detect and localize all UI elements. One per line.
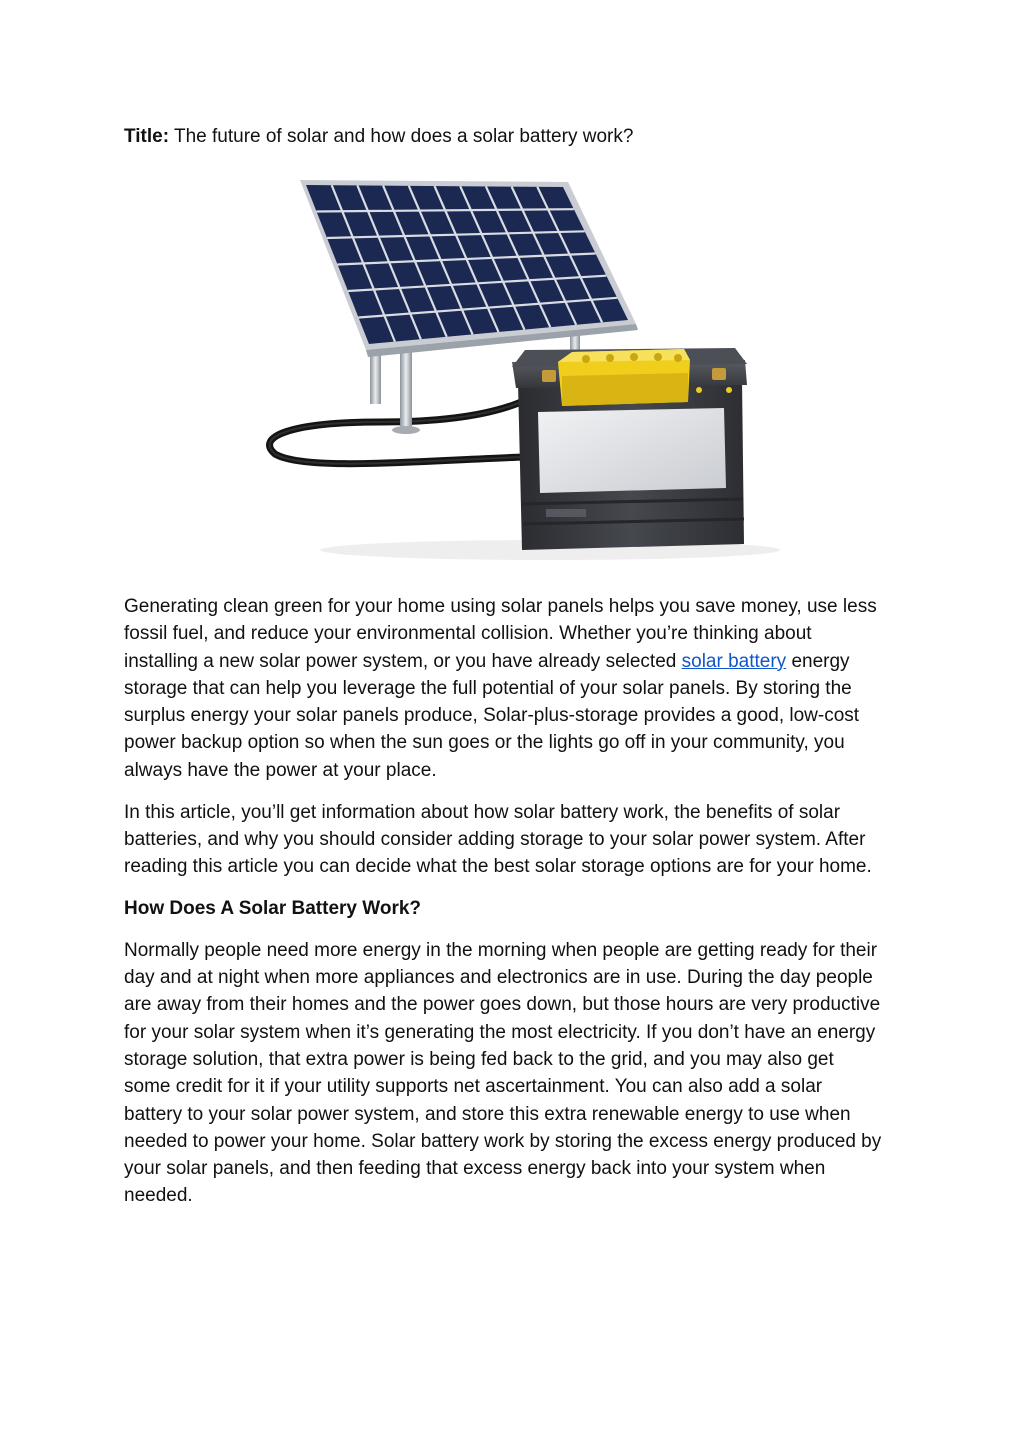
section-heading: How Does A Solar Battery Work? bbox=[124, 897, 422, 919]
article-overview-paragraph: In this article, you’ll get information about how solar battery work, the benefits of solar batteries, and why you should consider adding storage to your solar power system. After reading this article you can decide what the best solar storage options are for your home. bbox=[124, 801, 872, 878]
intro-text-before-link: Generating clean green for your home using solar panels helps you save money, use less fossil fuel, and reduce your environmental collision. Whether you’re thinking about installing a new solar power system, or you have already selected bbox=[124, 596, 877, 672]
intro-text-after-link: energy storage that can help you leverage the full potential of your solar panels. By storing the surplus energy your solar panels produce, Solar-plus-storage provides a good, low-cost power backup option so when the sun goes or the lights go off in your community, you always have the power at your place. bbox=[124, 650, 860, 781]
title-label: Title: bbox=[124, 126, 170, 147]
article-body bbox=[124, 593, 884, 1224]
intro-paragraph bbox=[124, 593, 884, 784]
title-text: The future of solar and how does a solar battery work? bbox=[173, 126, 634, 147]
solar-battery-link[interactable]: solar battery bbox=[681, 650, 787, 672]
solar-panel-battery-illustration bbox=[250, 172, 790, 564]
section-paragraph: Normally people need more energy in the morning when people are getting ready for their day and at night when more appliances and electronics are in use. During the day people are away from their homes and the power goes down, but those hours are very productive for your solar system when it’s generating the most electricity. If you don’t have an energy storage solution, that extra power is being fed back to the grid, and you may also get some credit for it if your utility supports net ascertainment. You can also add a solar battery to your solar power system, and store this extra renewable energy to use when needed to power your home. Solar battery work by storing the excess energy produced by your solar panels, and then feeding that excess energy back into your system when needed. bbox=[124, 939, 882, 1207]
document-title bbox=[124, 124, 633, 150]
